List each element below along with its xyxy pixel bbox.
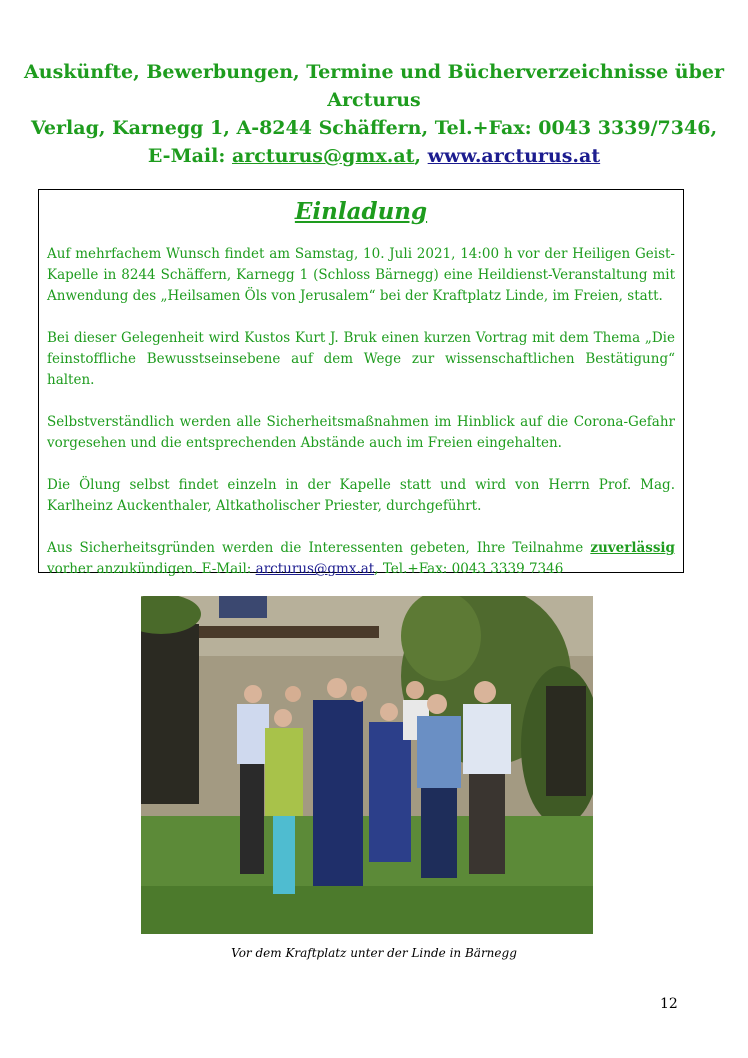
header-line-2: Verlag, Karnegg 1, A-8244 Schäffern, Tel.+Fax: 0043 3339/7346,	[30, 117, 718, 139]
group-photo	[141, 596, 593, 934]
p5-emphasis: zuverlässig	[590, 540, 675, 556]
invitation-paragraph-1: Auf mehrfachem Wunsch findet am Samstag, 10. Juli 2021, 14:00 h vor der Heiligen Geist-Kapelle in 8244 Schäffern, Karnegg 1 (Schloss Bärnegg) eine Heildienst-Veranstaltung mit Anwendung des „Heilsamen Öls von Jerusalem“ bei der Kraftplatz Linde, im Freien, statt.	[47, 246, 675, 304]
header-separator: ,	[414, 145, 422, 167]
invitation-box	[38, 189, 684, 577]
window	[219, 596, 267, 618]
p5-text-start: Aus Sicherheitsgründen werden die Interessenten gebeten, Ihre Teilnahme	[47, 540, 584, 556]
invitation-title: Einladung	[294, 198, 428, 225]
page-number: 12	[660, 996, 678, 1012]
email-label: E-Mail:	[147, 145, 226, 167]
p5-text-middle: vorher anzukündigen. E-Mail:	[47, 561, 252, 577]
invitation-paragraph-5	[47, 538, 675, 580]
photo-caption: Vor dem Kraftplatz unter der Linde in Bärnegg	[231, 946, 517, 960]
group-photo-illustration	[141, 596, 593, 934]
header-website-link[interactable]: www.arcturus.at	[427, 145, 601, 167]
invitation-paragraph-3: Selbstverständlich werden alle Sicherheitsmaßnahmen im Hinblick auf die Corona-Gefahr vorgesehen und die entsprechenden Abstände auch im Freien eingehalten.	[47, 414, 675, 451]
invitation-email-link[interactable]: arcturus@gmx.at	[255, 561, 375, 577]
dark-doorway	[141, 624, 199, 804]
invitation-paragraph-2: Bei dieser Gelegenheit wird Kustos Kurt J. Bruk einen kurzen Vortrag mit dem Thema „Die feinstoffliche Bewusstseinsebene auf dem Wege zur wissenschaftlichen Bestätigung“ halten.	[47, 330, 675, 388]
header-line-1: Auskünfte, Bewerbungen, Termine und Bücherverzeichnisse über Arcturus	[24, 61, 724, 111]
invitation-paragraph-4: Die Ölung selbst findet einzeln in der Kapelle statt und wird von Herrn Prof. Mag. Karlheinz Auckenthaler, Altkatholischer Priester, durchgeführt.	[47, 477, 675, 514]
header-line-3	[0, 142, 748, 170]
contact-header	[0, 58, 748, 170]
p5-text-end: , Tel.+Fax: 0043 3339 7346	[374, 561, 564, 577]
header-email-link[interactable]: arcturus@gmx.at	[231, 145, 415, 167]
